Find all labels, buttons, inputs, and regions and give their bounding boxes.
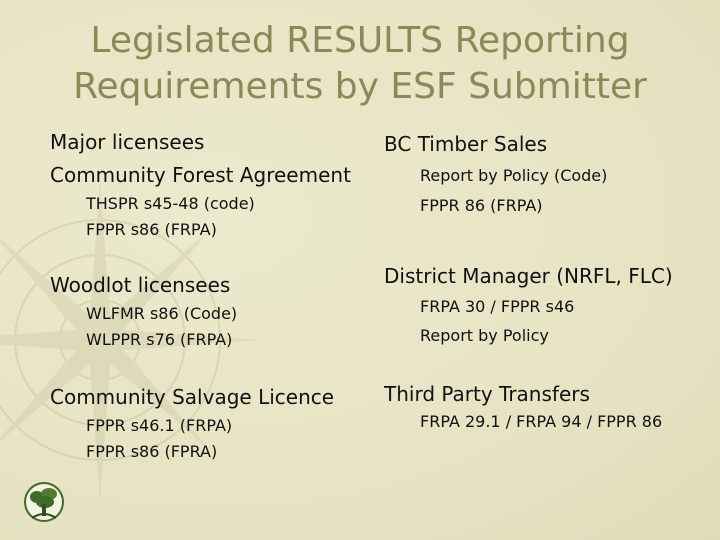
- frpa-30-item: FRPA 30 / FPPR s46: [420, 297, 575, 316]
- third-party-heading: Third Party Transfers: [384, 382, 590, 406]
- slide-title: [0, 18, 720, 110]
- community-forest-heading: Community Forest Agreement: [50, 163, 351, 187]
- fppr-s46-item: FPPR s46.1 (FRPA): [86, 416, 233, 435]
- bc-timber-sales-heading: BC Timber Sales: [384, 132, 548, 156]
- title-line-1: Legislated RESULTS Reporting: [90, 20, 630, 61]
- district-manager-heading: District Manager (NRFL, FLC): [384, 264, 673, 288]
- fppr-86-frpa-item: FPPR 86 (FRPA): [420, 196, 543, 215]
- community-salvage-heading: Community Salvage Licence: [50, 385, 335, 409]
- report-by-policy-code-item: Report by Policy (Code): [420, 166, 608, 185]
- fppr-s86-frpa-item: FPPR s86 (FRPA): [86, 220, 217, 239]
- wlfmr-item: WLFMR s86 (Code): [86, 304, 238, 323]
- title-line-2: Requirements by ESF Submitter: [73, 66, 647, 107]
- tree-logo-icon: [22, 480, 66, 528]
- report-by-policy-item: Report by Policy: [420, 326, 549, 345]
- frpa-29-item: FRPA 29.1 / FRPA 94 / FPPR 86: [420, 412, 663, 431]
- thspr-item: THSPR s45-48 (code): [86, 194, 255, 213]
- wlppr-item: WLPPR s76 (FRPA): [86, 330, 233, 349]
- major-licensees-heading: Major licensees: [50, 130, 205, 154]
- fppr-s86-fpra-item: FPPR s86 (FPRA): [86, 442, 218, 461]
- woodlot-licensees-heading: Woodlot licensees: [50, 273, 231, 297]
